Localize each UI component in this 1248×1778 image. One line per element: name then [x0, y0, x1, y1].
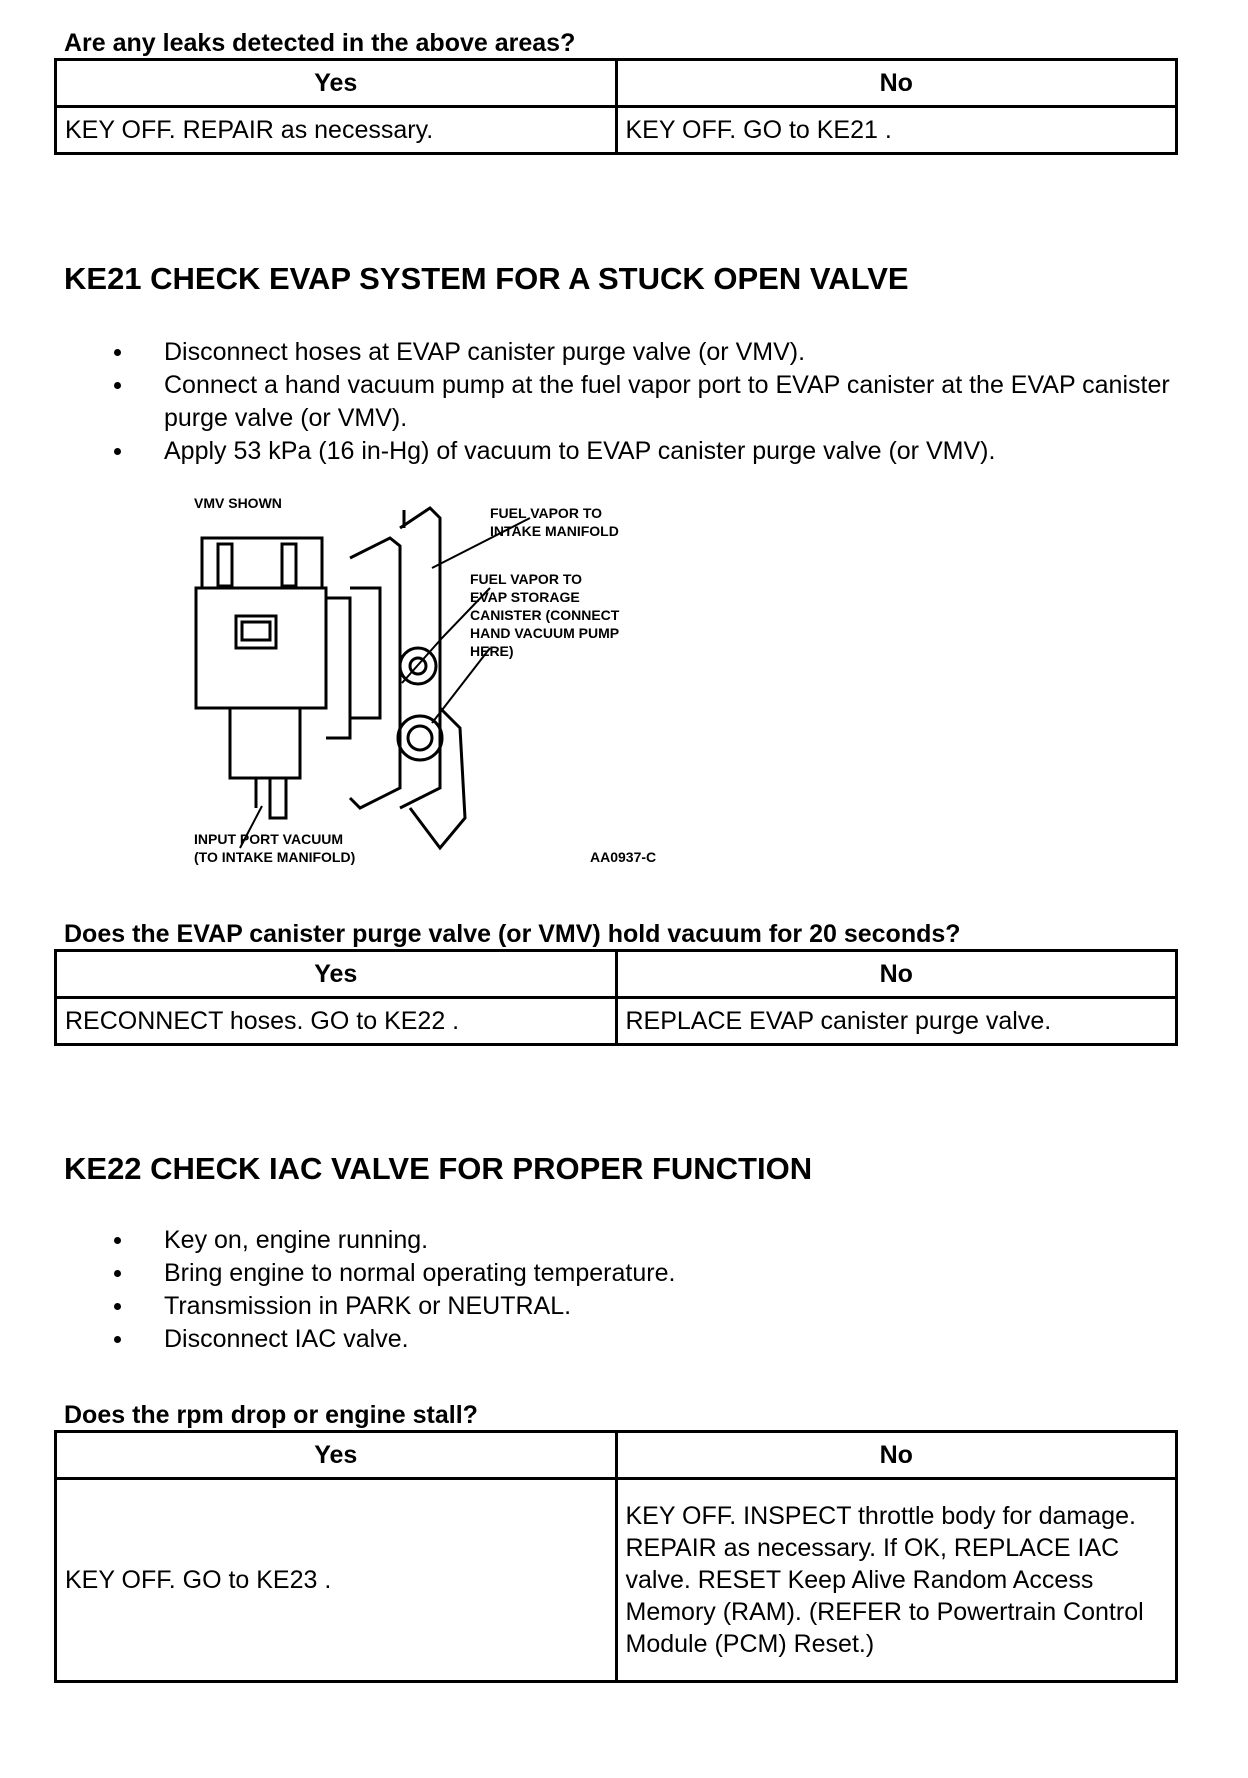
label-input-1: INPUT PORT VACUUM — [194, 831, 344, 847]
yes-action: KEY OFF. GO to KE23 . — [56, 1479, 617, 1682]
list-item: Transmission in PARK or NEUTRAL. — [100, 1290, 1200, 1323]
leaks-decision-table — [54, 58, 1178, 155]
yes-header: Yes — [56, 60, 617, 107]
no-action: KEY OFF. GO to KE21 . — [616, 107, 1177, 154]
ke22-bullet-list — [100, 1224, 1200, 1356]
ke21-bullet-list — [100, 336, 1200, 468]
no-header: No — [616, 1432, 1177, 1479]
ke21-decision-table — [54, 949, 1178, 1046]
label-input-2: (TO INTAKE MANIFOLD) — [194, 849, 356, 865]
figure-id: AA0937-C — [590, 849, 657, 865]
ke22-decision-table — [54, 1430, 1178, 1683]
no-header: No — [616, 951, 1177, 998]
list-item: Apply 53 kPa (16 in-Hg) of vacuum to EVAP canister purge valve (or VMV). — [100, 435, 1200, 468]
figure-shown-label: VMV SHOWN — [194, 495, 282, 511]
vmv-diagram — [190, 488, 710, 878]
label-canister-1: FUEL VAPOR TO — [470, 571, 583, 587]
yes-action: RECONNECT hoses. GO to KE22 . — [56, 998, 617, 1045]
list-item: Disconnect hoses at EVAP canister purge valve (or VMV). — [100, 336, 1200, 369]
ke21-title: KE21 CHECK EVAP SYSTEM FOR A STUCK OPEN VALVE — [64, 261, 909, 296]
ke22-title: KE22 CHECK IAC VALVE FOR PROPER FUNCTION — [64, 1151, 813, 1186]
label-canister-2: EVAP STORAGE — [470, 589, 580, 605]
label-intake-1: FUEL VAPOR TO — [490, 505, 603, 521]
no-action: KEY OFF. INSPECT throttle body for damage. REPAIR as necessary. If OK, REPLACE IAC valve. RESET Keep Alive Random Access Memory (RAM). (REFER to Powertrain Control Module (PCM) Reset.) — [616, 1479, 1177, 1682]
label-canister-5: HERE) — [470, 643, 514, 659]
yes-action: KEY OFF. REPAIR as necessary. — [56, 107, 617, 154]
leaks-question: Are any leaks detected in the above areas? — [64, 29, 576, 57]
label-canister-3: CANISTER (CONNECT — [470, 607, 620, 623]
list-item: Bring engine to normal operating temperature. — [100, 1257, 1200, 1290]
ke22-question: Does the rpm drop or engine stall? — [64, 1401, 478, 1429]
label-intake-2: INTAKE MANIFOLD — [490, 523, 619, 539]
list-item: Connect a hand vacuum pump at the fuel vapor port to EVAP canister at the EVAP canister purge valve (or VMV). — [100, 369, 1200, 435]
label-canister-4: HAND VACUUM PUMP — [470, 625, 620, 641]
no-action: REPLACE EVAP canister purge valve. — [616, 998, 1177, 1045]
ke21-question: Does the EVAP canister purge valve (or VMV) hold vacuum for 20 seconds? — [64, 920, 961, 948]
yes-header: Yes — [56, 1432, 617, 1479]
no-header: No — [616, 60, 1177, 107]
valve-body-drawing — [196, 508, 465, 848]
list-item: Disconnect IAC valve. — [100, 1323, 1200, 1356]
yes-header: Yes — [56, 951, 617, 998]
list-item: Key on, engine running. — [100, 1224, 1200, 1257]
